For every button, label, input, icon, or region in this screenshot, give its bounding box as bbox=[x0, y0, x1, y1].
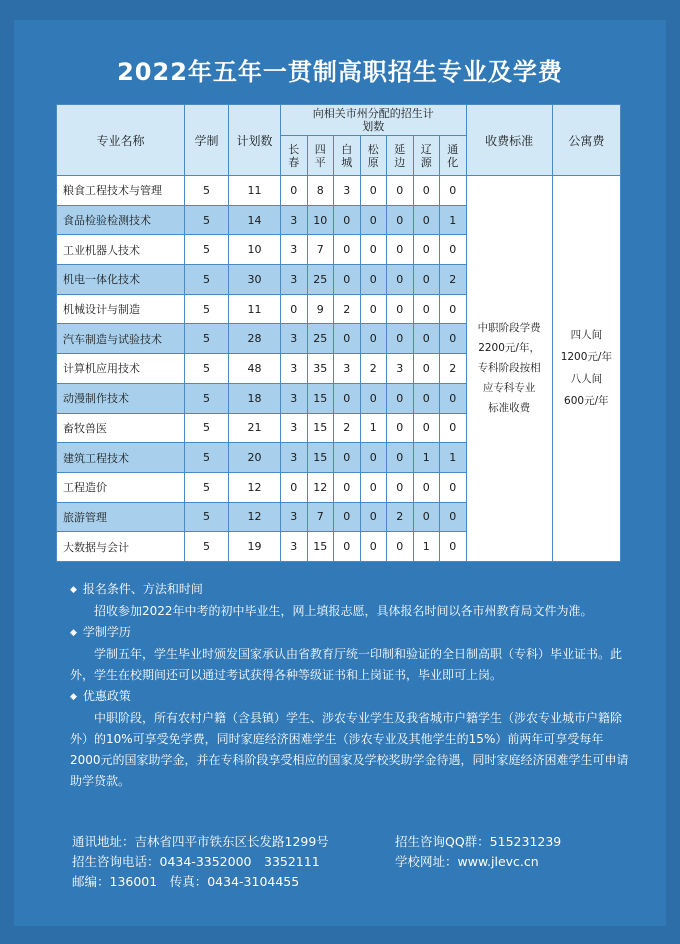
cell-fee-standard bbox=[466, 176, 552, 562]
cell-allocation: 0 bbox=[387, 413, 414, 443]
cell-plan: 48 bbox=[229, 354, 281, 384]
cell-years: 5 bbox=[185, 502, 229, 532]
cell-allocation: 0 bbox=[334, 265, 361, 295]
header-city: 延边 bbox=[387, 136, 414, 176]
header-city: 通化 bbox=[440, 136, 467, 176]
cell-major-name: 大数据与会计 bbox=[57, 532, 185, 562]
cell-allocation: 0 bbox=[387, 443, 414, 473]
cell-plan: 12 bbox=[229, 502, 281, 532]
cell-years: 5 bbox=[185, 265, 229, 295]
cell-years: 5 bbox=[185, 205, 229, 235]
cell-allocation: 2 bbox=[334, 413, 361, 443]
cell-allocation: 3 bbox=[334, 354, 361, 384]
note-heading bbox=[70, 579, 630, 601]
note-paragraph: 中职阶段，所有农村户籍（含县镇）学生、涉农专业学生及我省城市户籍学生（涉农专业城市户籍除外）的10%可享受免学费，同时家庭经济困难学生（涉农专业及其他学生的15%）前两年可享受每年2000元的国家助学金，并在专科阶段享受相应的国家及学校奖助学金待遇，同时家庭经济困难学生可申请助学贷款。 bbox=[70, 711, 629, 788]
cell-allocation: 3 bbox=[281, 235, 308, 265]
cell-allocation: 3 bbox=[281, 265, 308, 295]
cell-allocation: 0 bbox=[360, 324, 387, 354]
cell-allocation: 3 bbox=[281, 354, 308, 384]
cell-allocation: 3 bbox=[281, 532, 308, 562]
dorm-line: 1200元/年 bbox=[560, 351, 612, 364]
cell-allocation: 0 bbox=[413, 235, 440, 265]
note-heading-text: 学制学历 bbox=[82, 625, 131, 639]
header-city: 长春 bbox=[281, 136, 308, 176]
cell-allocation: 3 bbox=[281, 324, 308, 354]
cell-allocation: 0 bbox=[334, 235, 361, 265]
cell-allocation: 35 bbox=[307, 354, 334, 384]
cell-allocation: 3 bbox=[281, 502, 308, 532]
cell-allocation: 2 bbox=[360, 354, 387, 384]
cell-allocation: 0 bbox=[360, 205, 387, 235]
cell-major-name: 食品检验检测技术 bbox=[57, 205, 185, 235]
cell-major-name: 计算机应用技术 bbox=[57, 354, 185, 384]
cell-allocation: 0 bbox=[334, 532, 361, 562]
cell-allocation: 0 bbox=[413, 265, 440, 295]
footer-website: 学校网址：www.jlevc.cn bbox=[395, 854, 539, 869]
cell-allocation: 0 bbox=[360, 265, 387, 295]
cell-allocation: 1 bbox=[413, 443, 440, 473]
diamond-bullet-icon: ◆ bbox=[70, 692, 77, 702]
page-title: 2022年五年一贯制高职招生专业及学费 bbox=[117, 58, 563, 86]
cell-plan: 11 bbox=[229, 176, 281, 206]
cell-allocation: 0 bbox=[387, 176, 414, 206]
cell-years: 5 bbox=[185, 354, 229, 384]
cell-years: 5 bbox=[185, 294, 229, 324]
cell-allocation: 0 bbox=[360, 176, 387, 206]
cell-years: 5 bbox=[185, 324, 229, 354]
cell-allocation: 0 bbox=[281, 472, 308, 502]
majors-table bbox=[56, 104, 621, 562]
header-years: 学制 bbox=[185, 105, 229, 176]
note-heading bbox=[70, 686, 630, 708]
cell-allocation: 0 bbox=[281, 176, 308, 206]
cell-allocation: 0 bbox=[440, 294, 467, 324]
cell-allocation: 25 bbox=[307, 265, 334, 295]
cell-dorm-fee bbox=[552, 176, 621, 562]
diamond-bullet-icon: ◆ bbox=[70, 585, 77, 595]
cell-plan: 28 bbox=[229, 324, 281, 354]
cell-allocation: 0 bbox=[281, 294, 308, 324]
cell-allocation: 0 bbox=[440, 383, 467, 413]
cell-years: 5 bbox=[185, 235, 229, 265]
cell-allocation: 0 bbox=[413, 205, 440, 235]
cell-allocation: 0 bbox=[334, 205, 361, 235]
cell-allocation: 2 bbox=[387, 502, 414, 532]
cell-major-name: 机械设计与制造 bbox=[57, 294, 185, 324]
cell-allocation: 0 bbox=[334, 443, 361, 473]
note-heading-text: 优惠政策 bbox=[82, 689, 131, 703]
cell-allocation: 0 bbox=[413, 294, 440, 324]
cell-allocation: 1 bbox=[440, 205, 467, 235]
cell-allocation: 1 bbox=[413, 532, 440, 562]
cell-allocation: 0 bbox=[413, 354, 440, 384]
cell-allocation: 0 bbox=[413, 413, 440, 443]
table-row bbox=[57, 176, 621, 206]
dorm-line: 八人间 bbox=[570, 373, 603, 386]
cell-plan: 21 bbox=[229, 413, 281, 443]
cell-plan: 19 bbox=[229, 532, 281, 562]
cell-allocation: 3 bbox=[387, 354, 414, 384]
contact-footer bbox=[72, 832, 632, 892]
cell-allocation: 0 bbox=[387, 265, 414, 295]
cell-allocation: 0 bbox=[360, 235, 387, 265]
cell-years: 5 bbox=[185, 383, 229, 413]
cell-allocation: 0 bbox=[440, 472, 467, 502]
cell-allocation: 3 bbox=[334, 176, 361, 206]
note-heading-text: 报名条件、方法和时间 bbox=[82, 582, 203, 596]
cell-allocation: 0 bbox=[440, 324, 467, 354]
footer-qq: 招生咨询QQ群：515231239 bbox=[395, 834, 562, 849]
cell-allocation: 0 bbox=[440, 235, 467, 265]
fee-line: 应专科专业 bbox=[482, 382, 536, 395]
cell-major-name: 工程造价 bbox=[57, 472, 185, 502]
cell-allocation: 3 bbox=[281, 205, 308, 235]
cell-allocation: 3 bbox=[281, 443, 308, 473]
cell-allocation: 0 bbox=[387, 205, 414, 235]
cell-allocation: 0 bbox=[387, 324, 414, 354]
dorm-line: 600元/年 bbox=[564, 395, 609, 408]
cell-major-name: 粮食工程技术与管理 bbox=[57, 176, 185, 206]
cell-allocation: 1 bbox=[440, 443, 467, 473]
cell-plan: 30 bbox=[229, 265, 281, 295]
cell-major-name: 机电一体化技术 bbox=[57, 265, 185, 295]
footer-postcode-fax: 邮编：136001 传真：0434-3104455 bbox=[72, 874, 300, 889]
cell-allocation: 8 bbox=[307, 176, 334, 206]
note-paragraph: 招收参加2022年中考的初中毕业生，网上填报志愿，具体报名时间以各市州教育局文件为准。 bbox=[94, 604, 593, 618]
cell-allocation: 15 bbox=[307, 532, 334, 562]
cell-allocation: 0 bbox=[440, 413, 467, 443]
dorm-line: 四人间 bbox=[570, 329, 603, 342]
cell-plan: 11 bbox=[229, 294, 281, 324]
cell-years: 5 bbox=[185, 472, 229, 502]
cell-allocation: 0 bbox=[360, 383, 387, 413]
header-major: 专业名称 bbox=[57, 105, 185, 176]
footer-address: 通讯地址：吉林省四平市铁东区长发路1299号 bbox=[72, 834, 329, 849]
cell-allocation: 3 bbox=[281, 413, 308, 443]
cell-allocation: 0 bbox=[413, 324, 440, 354]
cell-allocation: 0 bbox=[413, 472, 440, 502]
header-fee: 收费标准 bbox=[466, 105, 552, 176]
cell-years: 5 bbox=[185, 176, 229, 206]
cell-allocation: 0 bbox=[387, 472, 414, 502]
cell-major-name: 建筑工程技术 bbox=[57, 443, 185, 473]
cell-allocation: 0 bbox=[360, 443, 387, 473]
cell-years: 5 bbox=[185, 443, 229, 473]
cell-allocation: 0 bbox=[387, 383, 414, 413]
cell-allocation: 0 bbox=[440, 502, 467, 532]
footer-phone: 招生咨询电话：0434-3352000 3352111 bbox=[72, 854, 320, 869]
cell-allocation: 0 bbox=[360, 502, 387, 532]
cell-allocation: 0 bbox=[387, 235, 414, 265]
cell-allocation: 9 bbox=[307, 294, 334, 324]
cell-allocation: 0 bbox=[334, 502, 361, 532]
cell-allocation: 0 bbox=[413, 383, 440, 413]
cell-allocation: 10 bbox=[307, 205, 334, 235]
header-city: 四平 bbox=[307, 136, 334, 176]
cell-allocation: 2 bbox=[440, 265, 467, 295]
cell-allocation: 2 bbox=[334, 294, 361, 324]
cell-years: 5 bbox=[185, 413, 229, 443]
cell-allocation: 0 bbox=[413, 176, 440, 206]
cell-allocation: 3 bbox=[281, 383, 308, 413]
cell-allocation: 15 bbox=[307, 413, 334, 443]
cell-major-name: 工业机器人技术 bbox=[57, 235, 185, 265]
cell-plan: 18 bbox=[229, 383, 281, 413]
cell-allocation: 0 bbox=[334, 472, 361, 502]
cell-major-name: 汽车制造与试验技术 bbox=[57, 324, 185, 354]
fee-line: 专科阶段按相 bbox=[477, 362, 541, 375]
cell-major-name: 畜牧兽医 bbox=[57, 413, 185, 443]
cell-allocation: 0 bbox=[334, 383, 361, 413]
header-dorm: 公寓费 bbox=[552, 105, 621, 176]
header-city: 松原 bbox=[360, 136, 387, 176]
cell-plan: 14 bbox=[229, 205, 281, 235]
cell-allocation: 0 bbox=[387, 294, 414, 324]
cell-allocation: 25 bbox=[307, 324, 334, 354]
cell-allocation: 0 bbox=[360, 472, 387, 502]
cell-plan: 20 bbox=[229, 443, 281, 473]
cell-allocation: 15 bbox=[307, 443, 334, 473]
cell-allocation: 0 bbox=[440, 176, 467, 206]
cell-years: 5 bbox=[185, 532, 229, 562]
cell-plan: 12 bbox=[229, 472, 281, 502]
cell-allocation: 2 bbox=[440, 354, 467, 384]
header-plan: 计划数 bbox=[229, 105, 281, 176]
notes-section bbox=[70, 579, 630, 792]
header-allocation bbox=[281, 105, 467, 136]
cell-plan: 10 bbox=[229, 235, 281, 265]
cell-major-name: 动漫制作技术 bbox=[57, 383, 185, 413]
cell-major-name: 旅游管理 bbox=[57, 502, 185, 532]
cell-allocation: 0 bbox=[413, 502, 440, 532]
cell-allocation: 0 bbox=[440, 532, 467, 562]
cell-allocation: 0 bbox=[334, 324, 361, 354]
cell-allocation: 0 bbox=[360, 532, 387, 562]
cell-allocation: 1 bbox=[360, 413, 387, 443]
cell-allocation: 7 bbox=[307, 502, 334, 532]
fee-line: 2200元/年， bbox=[478, 342, 540, 355]
fee-line: 标准收费 bbox=[488, 402, 531, 415]
note-heading bbox=[70, 622, 630, 644]
header-city: 辽源 bbox=[413, 136, 440, 176]
diamond-bullet-icon: ◆ bbox=[70, 628, 77, 638]
cell-allocation: 7 bbox=[307, 235, 334, 265]
cell-allocation: 12 bbox=[307, 472, 334, 502]
header-allocation-text: 向相关市州分配的招生计划数 bbox=[312, 107, 434, 133]
cell-allocation: 15 bbox=[307, 383, 334, 413]
note-paragraph: 学制五年，学生毕业时颁发国家承认由省教育厅统一印制和验证的全日制高职（专科）毕业证书。此外，学生在校期间还可以通过考试获得各种等级证书和上岗证书，毕业即可上岗。 bbox=[70, 647, 623, 682]
fee-line: 中职阶段学费 bbox=[477, 322, 541, 335]
cell-allocation: 0 bbox=[360, 294, 387, 324]
cell-allocation: 0 bbox=[387, 532, 414, 562]
header-city: 白城 bbox=[334, 136, 361, 176]
